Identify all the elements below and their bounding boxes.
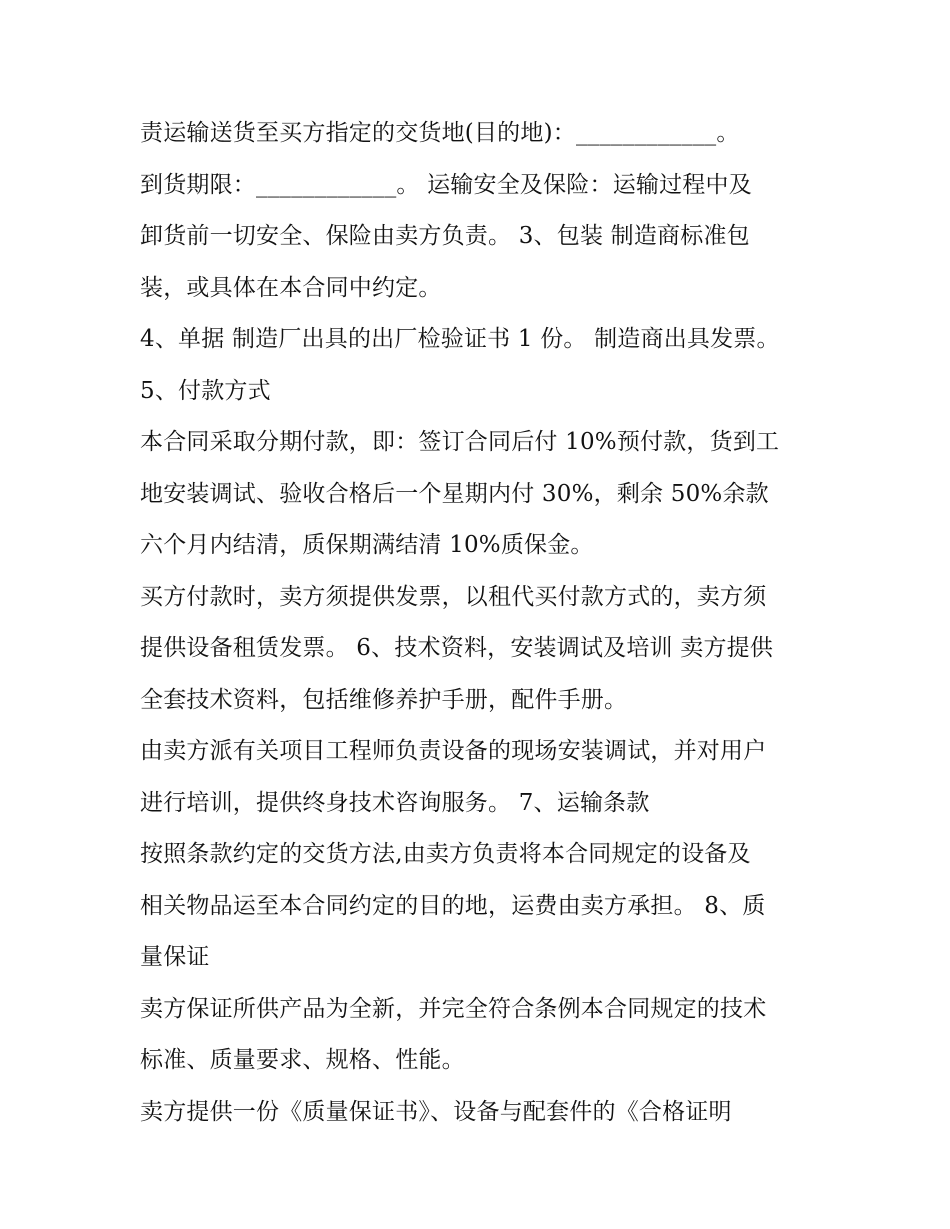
text-line: 4、单据 制造厂出具的出厂检验证书 1 份。 制造商出具发票。 <box>140 326 780 352</box>
document-body <box>140 108 820 1138</box>
text-line: 六个月内结清，质保期满结清 10%质保金。 <box>140 532 594 558</box>
text-line: 卖方提供一份《质量保证书》、设备与配套件的《合格证明 <box>140 1098 732 1125</box>
text-line: 全套技术资料，包括维修养护手册，配件手册。 <box>140 686 628 713</box>
text-line: 由卖方派有关项目工程师负责设备的现场安装调试，并对用户 <box>140 738 767 764</box>
text-line: 相关物品运至本合同约定的目的地，运费由卖方承担。 8、质 <box>140 892 766 919</box>
text-line: 责运输送货至买方指定的交货地(目的地)：____________。 <box>140 120 740 146</box>
text-line: 到货期限：____________。 运输安全及保险：运输过程中及 <box>140 171 752 198</box>
text-line: 卸货前一切安全、保险由卖方负责。 3、包装 制造商标准包 <box>140 223 750 249</box>
text-line: 本合同采取分期付款，即：签订合同后付 10%预付款，货到工 <box>140 429 780 455</box>
text-line: 卖方保证所供产品为全新，并完全符合条例本合同规定的技术 <box>140 995 767 1022</box>
text-line: 标准、质量要求、规格、性能。 <box>140 1047 465 1073</box>
text-line: 按照条款约定的交货方法,由卖方负责将本合同规定的设备及 <box>140 841 751 867</box>
text-line: 提供设备租赁发票。 6、技术资料，安装调试及培训 卖方提供 <box>140 635 774 661</box>
text-line: 买方付款时，卖方须提供发票，以租代买付款方式的，卖方须 <box>140 583 767 610</box>
text-line: 量保证 <box>140 944 210 970</box>
text-line: 装，或具体在本合同中约定。 <box>140 274 442 301</box>
section-heading: 5、付款方式 <box>140 377 271 404</box>
text-line: 进行培训，提供终身技术咨询服务。 7、运输条款 <box>140 789 650 816</box>
text-line: 地安装调试、验收合格后一个星期内付 30%，剩余 50%余款 <box>140 480 769 507</box>
